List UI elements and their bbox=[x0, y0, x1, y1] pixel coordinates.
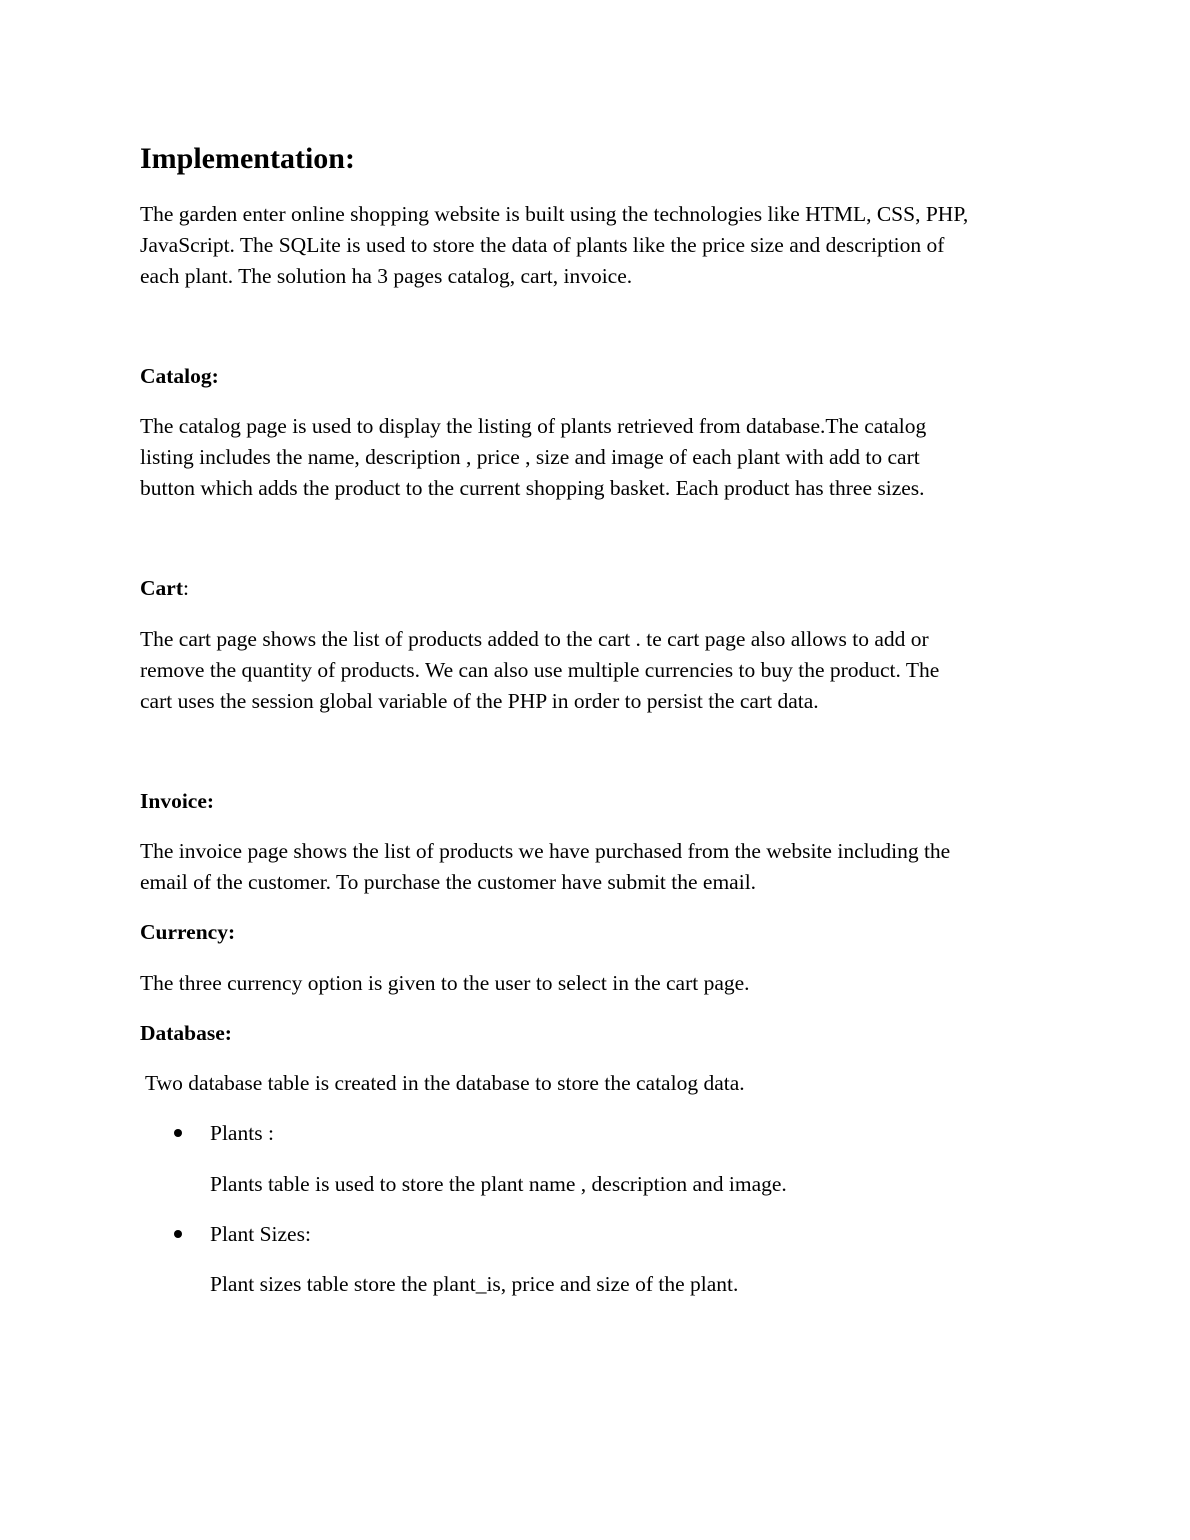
catalog-heading: Catalog: bbox=[140, 364, 219, 388]
invoice-heading: Invoice: bbox=[140, 789, 215, 813]
catalog-line: listing includes the name, description , price , size and image of each plant with add to cart bbox=[140, 445, 920, 469]
bullet-item-plant-sizes-desc: Plant sizes table store the plant_is, price and size of the plant. bbox=[210, 1272, 739, 1296]
invoice-paragraph bbox=[140, 836, 1060, 898]
database-paragraph: Two database table is created in the database to store the catalog data. bbox=[140, 1071, 745, 1095]
database-heading: Database: bbox=[140, 1021, 232, 1045]
cart-line: cart uses the session global variable of the PHP in order to persist the cart data. bbox=[140, 689, 819, 713]
intro-line: JavaScript. The SQLite is used to store the data of plants like the price size and description of bbox=[140, 233, 945, 257]
cart-heading bbox=[140, 573, 189, 604]
catalog-line: button which adds the product to the current shopping basket. Each product has three sizes. bbox=[140, 476, 925, 500]
intro-line: The garden enter online shopping website is built using the technologies like HTML, CSS, PHP, bbox=[140, 202, 969, 226]
cart-line: The cart page shows the list of products added to the cart . te cart page also allows to add or bbox=[140, 627, 929, 651]
page-heading: Implementation: bbox=[140, 142, 355, 175]
cart-paragraph bbox=[140, 624, 1060, 717]
catalog-paragraph bbox=[140, 411, 1060, 504]
catalog-line: The catalog page is used to display the listing of plants retrieved from database.The catalog bbox=[140, 414, 927, 438]
cart-heading-text: Cart bbox=[140, 576, 183, 600]
bullet-icon bbox=[174, 1230, 182, 1238]
intro-paragraph bbox=[140, 199, 1060, 292]
currency-paragraph: The three currency option is given to the user to select in the cart page. bbox=[140, 971, 750, 995]
currency-heading: Currency: bbox=[140, 920, 236, 944]
cart-heading-colon: : bbox=[182, 576, 189, 600]
bullet-item-plants: Plants : bbox=[210, 1121, 274, 1145]
invoice-line: The invoice page shows the list of products we have purchased from the website including the bbox=[140, 839, 951, 863]
cart-line: remove the quantity of products. We can also use multiple currencies to buy the product. The bbox=[140, 658, 940, 682]
bullet-item-plants-desc: Plants table is used to store the plant name , description and image. bbox=[210, 1172, 787, 1196]
intro-line: each plant. The solution ha 3 pages catalog, cart, invoice. bbox=[140, 264, 633, 288]
bullet-item-plant-sizes: Plant Sizes: bbox=[210, 1222, 311, 1246]
invoice-line: email of the customer. To purchase the customer have submit the email. bbox=[140, 870, 757, 894]
bullet-icon bbox=[174, 1129, 182, 1137]
